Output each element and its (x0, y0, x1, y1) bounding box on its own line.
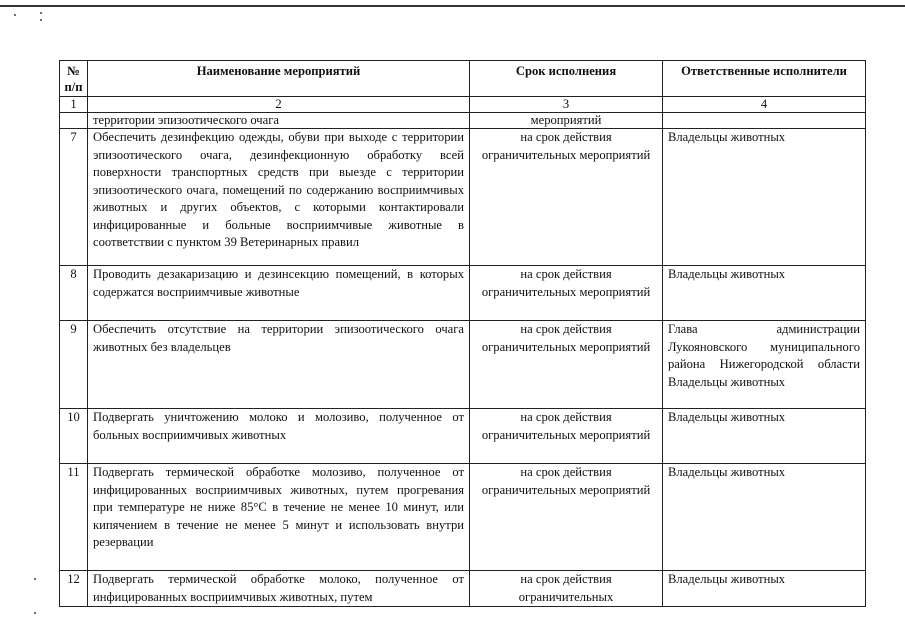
measure-cell: Обеспечить дезинфекцию одежды, обуви при выходе с территории эпизоотического очага, дезинфекционную обработку всей поверхности транспортных средств при выезде с территории эпизоотического очага, помещений по содержанию восприимчивых животных и других объектов, с которыми контактировали инфицированные и больные восприимчивые животные в соответствии с пунктом 39 Ветеринарных правил (88, 129, 470, 266)
table-row (60, 409, 866, 464)
index-cell: 4 (663, 97, 866, 113)
table-header-row (60, 61, 866, 97)
table-row (60, 129, 866, 266)
term-cell: мероприятий (470, 113, 663, 129)
index-cell: 1 (60, 97, 88, 113)
responsible-cell (663, 113, 866, 129)
number-cell: 10 (60, 409, 88, 464)
measure-cell: Подвергать термической обработке молозиво, полученное от инфицированных восприимчивых животных, путем прогревания при температуре не ниже 85°С в течение не менее 10 минут, или кипячением в течение не менее 5 минут и использовать внутри резервации (88, 464, 470, 571)
measure-cell: Обеспечить отсутствие на территории эпизоотического очага животных без владельцев (88, 321, 470, 409)
number-cell: 9 (60, 321, 88, 409)
responsible-cell: Владельцы животных (663, 129, 866, 266)
page-top-rule (0, 5, 905, 7)
term-cell: на срок действия ограничительных мероприятий (470, 266, 663, 321)
scan-speck (14, 14, 16, 16)
column-index-row (60, 97, 866, 113)
header-measure-name: Наименование мероприятий (88, 61, 470, 97)
scan-speck (40, 12, 42, 14)
number-cell: 7 (60, 129, 88, 266)
responsible-cell: Глава администрации Лукояновского муниципального района Нижегородской области Владельцы животных (663, 321, 866, 409)
header-term: Срок исполнения (470, 61, 663, 97)
responsible-cell: Владельцы животных (663, 464, 866, 571)
measure-cell: территории эпизоотического очага (88, 113, 470, 129)
table-row (60, 464, 866, 571)
term-cell: на срок действия ограничительных мероприятий (470, 409, 663, 464)
measures-table (59, 60, 866, 607)
term-cell: на срок действия ограничительных мероприятий (470, 321, 663, 409)
header-responsible: Ответственные исполнители (663, 61, 866, 97)
responsible-cell: Владельцы животных (663, 266, 866, 321)
responsible-cell: Владельцы животных (663, 571, 866, 607)
number-cell: 11 (60, 464, 88, 571)
measure-cell: Подвергать термической обработке молоко, полученное от инфицированных восприимчивых животных, путем (88, 571, 470, 607)
table-row-continuation (60, 113, 866, 129)
header-number: № п/п (60, 61, 88, 97)
scan-speck (34, 612, 36, 614)
index-cell: 2 (88, 97, 470, 113)
number-cell (60, 113, 88, 129)
scan-speck (40, 19, 42, 21)
number-cell: 12 (60, 571, 88, 607)
responsible-cell: Владельцы животных (663, 409, 866, 464)
term-cell: на срок действия ограничительных мероприятий (470, 464, 663, 571)
number-cell: 8 (60, 266, 88, 321)
index-cell: 3 (470, 97, 663, 113)
table-row (60, 571, 866, 607)
scan-speck (34, 578, 36, 580)
table-row (60, 321, 866, 409)
table-row (60, 266, 866, 321)
measure-cell: Проводить дезакаризацию и дезинсекцию помещений, в которых содержатся восприимчивые животные (88, 266, 470, 321)
term-cell: на срок действия ограничительных мероприятий (470, 129, 663, 266)
term-cell: на срок действия ограничительных (470, 571, 663, 607)
measure-cell: Подвергать уничтожению молоко и молозиво, полученное от больных восприимчивых животных (88, 409, 470, 464)
